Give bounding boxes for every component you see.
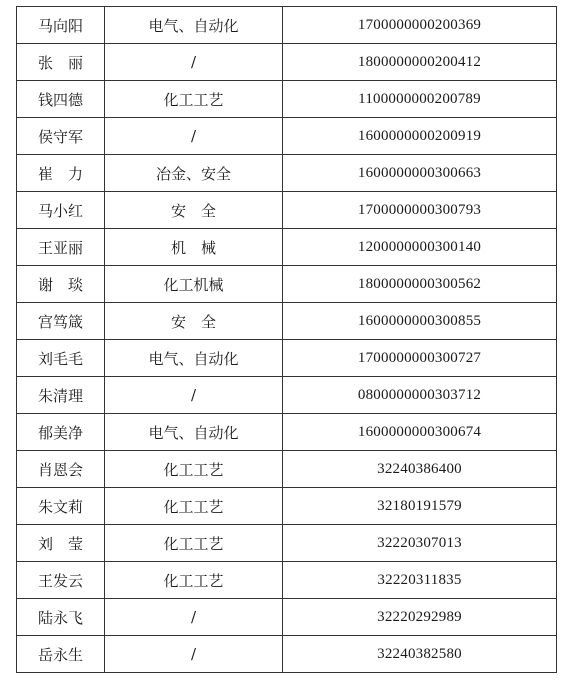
certificate-table bbox=[16, 6, 557, 673]
field-cell: 化工工艺 bbox=[105, 81, 283, 118]
id-cell: 32240382580 bbox=[283, 636, 557, 673]
table-row bbox=[17, 81, 557, 118]
name-cell: 马小红 bbox=[17, 192, 105, 229]
name-cell: 肖恩会 bbox=[17, 451, 105, 488]
table-row bbox=[17, 488, 557, 525]
table-row bbox=[17, 118, 557, 155]
table-row bbox=[17, 44, 557, 81]
table-row bbox=[17, 266, 557, 303]
table-row bbox=[17, 229, 557, 266]
id-cell: 32240386400 bbox=[283, 451, 557, 488]
field-cell: / bbox=[105, 599, 283, 636]
name-cell: 朱文莉 bbox=[17, 488, 105, 525]
table-row bbox=[17, 414, 557, 451]
id-cell: 1100000000200789 bbox=[283, 81, 557, 118]
id-cell: 1600000000300663 bbox=[283, 155, 557, 192]
id-cell: 32220307013 bbox=[283, 525, 557, 562]
field-cell: / bbox=[105, 44, 283, 81]
id-cell: 1700000000300793 bbox=[283, 192, 557, 229]
id-cell: 1800000000300562 bbox=[283, 266, 557, 303]
id-cell: 1700000000200369 bbox=[283, 7, 557, 44]
id-cell: 1600000000300674 bbox=[283, 414, 557, 451]
field-cell: 化工工艺 bbox=[105, 525, 283, 562]
id-cell: 32220311835 bbox=[283, 562, 557, 599]
id-cell: 32220292989 bbox=[283, 599, 557, 636]
id-cell: 1700000000300727 bbox=[283, 340, 557, 377]
name-cell: 王发云 bbox=[17, 562, 105, 599]
name-cell: 钱四德 bbox=[17, 81, 105, 118]
id-cell: 1600000000300855 bbox=[283, 303, 557, 340]
name-cell: 侯守军 bbox=[17, 118, 105, 155]
table-row bbox=[17, 562, 557, 599]
table-row bbox=[17, 525, 557, 562]
field-cell: / bbox=[105, 636, 283, 673]
field-cell: 化工工艺 bbox=[105, 488, 283, 525]
field-cell: 冶金、安全 bbox=[105, 155, 283, 192]
id-cell: 1600000000200919 bbox=[283, 118, 557, 155]
id-cell: 1200000000300140 bbox=[283, 229, 557, 266]
field-cell: 安 全 bbox=[105, 303, 283, 340]
table-row bbox=[17, 303, 557, 340]
field-cell: 电气、自动化 bbox=[105, 414, 283, 451]
table-row bbox=[17, 192, 557, 229]
id-cell: 1800000000200412 bbox=[283, 44, 557, 81]
name-cell: 谢 琰 bbox=[17, 266, 105, 303]
name-cell: 岳永生 bbox=[17, 636, 105, 673]
field-cell: 电气、自动化 bbox=[105, 7, 283, 44]
table-row bbox=[17, 599, 557, 636]
id-cell: 32180191579 bbox=[283, 488, 557, 525]
field-cell: 电气、自动化 bbox=[105, 340, 283, 377]
field-cell: / bbox=[105, 377, 283, 414]
name-cell: 王亚丽 bbox=[17, 229, 105, 266]
name-cell: 宫笃箴 bbox=[17, 303, 105, 340]
field-cell: 化工工艺 bbox=[105, 562, 283, 599]
field-cell: 化工机械 bbox=[105, 266, 283, 303]
field-cell: 化工工艺 bbox=[105, 451, 283, 488]
id-cell: 0800000000303712 bbox=[283, 377, 557, 414]
field-cell: 安 全 bbox=[105, 192, 283, 229]
name-cell: 张 丽 bbox=[17, 44, 105, 81]
name-cell: 郁美净 bbox=[17, 414, 105, 451]
field-cell: 机 械 bbox=[105, 229, 283, 266]
name-cell: 马向阳 bbox=[17, 7, 105, 44]
table-row bbox=[17, 340, 557, 377]
name-cell: 陆永飞 bbox=[17, 599, 105, 636]
table-row bbox=[17, 7, 557, 44]
table-row bbox=[17, 155, 557, 192]
name-cell: 刘 莹 bbox=[17, 525, 105, 562]
table-row bbox=[17, 377, 557, 414]
table-row bbox=[17, 451, 557, 488]
table-body bbox=[17, 7, 557, 673]
name-cell: 朱清理 bbox=[17, 377, 105, 414]
table-row bbox=[17, 636, 557, 673]
field-cell: / bbox=[105, 118, 283, 155]
name-cell: 崔 力 bbox=[17, 155, 105, 192]
name-cell: 刘毛毛 bbox=[17, 340, 105, 377]
